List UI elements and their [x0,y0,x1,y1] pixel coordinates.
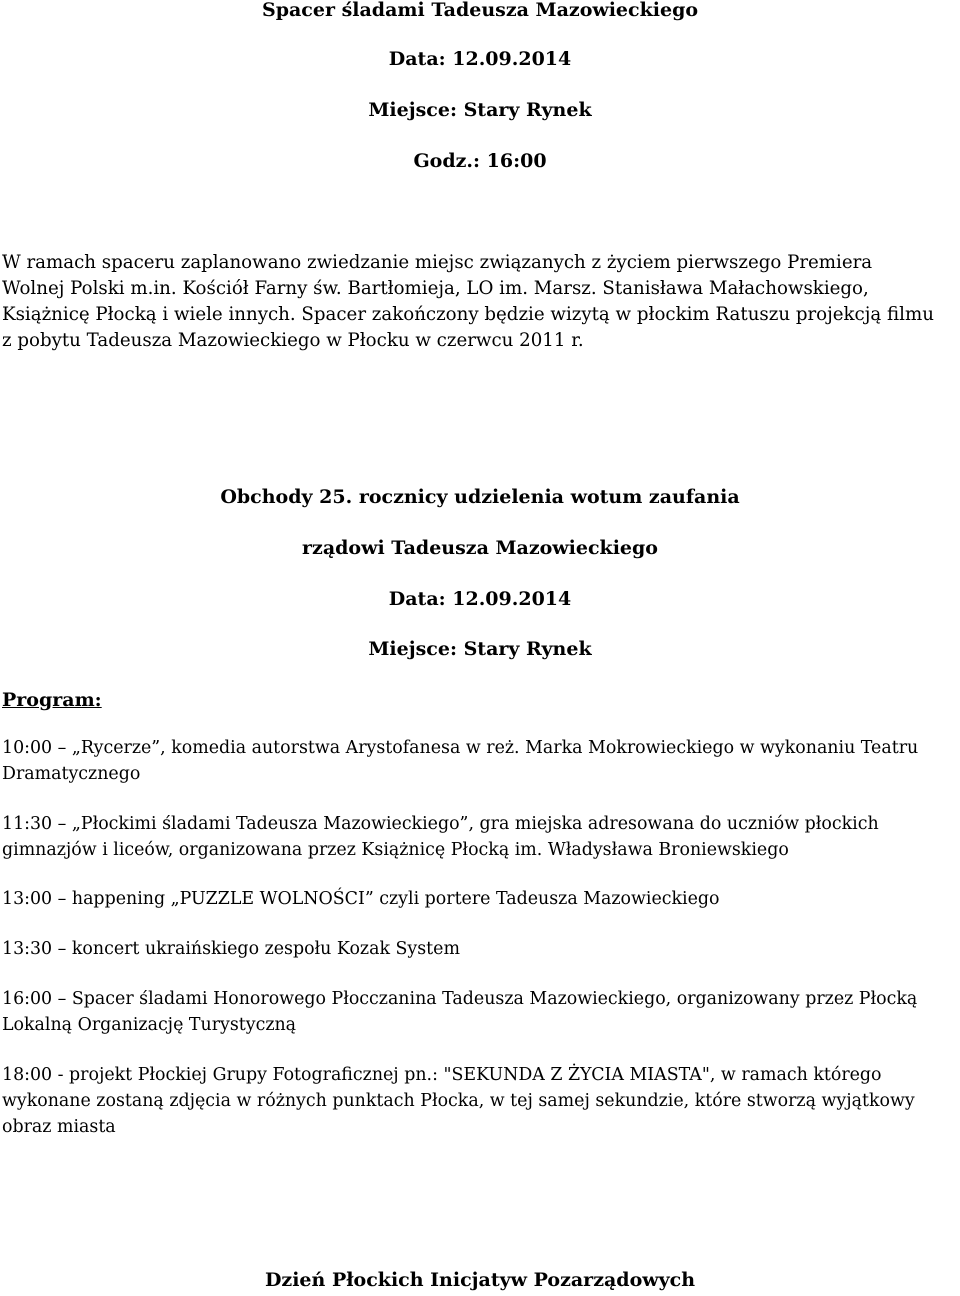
anniversary-title-line1: Obchody 25. rocznicy udzielenia wotum zaufania [220,486,740,508]
walk-description: W ramach spaceru zaplanowano zwiedzanie miejsc związanych z życiem pierwszego Premiera Wolnej Polski m.in. Kościół Farny św. Bartłomieja, LO im. Marsz. Stanisława Małachowskiego, Książnicę Płocką i wiele innych. Spacer zakończony będzie wizytą w płockim Ratuszu projekcją filmu z pobytu Tadeusza Mazowieckiego w Płocku w czerwcu 2011 r. [2,252,934,351]
program-item: 18:00 - projekt Płockiej Grupy Fotograficznej pn.: "SEKUNDA Z ŻYCIA MIASTA", w ramach którego wykonane zostaną zdjęcia w różnych punktach Płocka, w tej samej sekundzie, które stworzą wyjątkowy obraz miasta [2,1065,915,1137]
program-item: 16:00 – Spacer śladami Honorowego Płocczanina Tadeusza Mazowieckiego, organizowany przez Płocką Lokalną Organizację Turystyczną [2,989,918,1035]
program-item: 10:00 – „Rycerze”, komedia autorstwa Arystofanesa w reż. Marka Mokrowieckiego w wykonaniu Teatru Dramatycznego [2,738,919,784]
walk-title: Spacer śladami Tadeusza Mazowieckiego [261,0,699,21]
anniversary-place: Miejsce: Stary Rynek [368,638,592,660]
anniversary-title-line2: rządowi Tadeusza Mazowieckiego [302,537,658,559]
walk-date: Data: 12.09.2014 [388,48,572,70]
walk-place: Miejsce: Stary Rynek [368,99,592,121]
program-label: Program: [2,689,102,711]
program-item: 13:00 – happening „PUZZLE WOLNOŚCI” czyli portere Tadeusza Mazowieckiego [2,889,720,909]
program-item: 11:30 – „Płockimi śladami Tadeusza Mazowieckiego”, gra miejska adresowana do uczniów płockich gimnazjów i liceów, organizowana przez Książnicę Płocką im. Władysława Broniewskiego [2,814,879,860]
ngo-day-title: Dzień Płockich Inicjatyw Pozarządowych [264,1269,696,1291]
program-item: 13:30 – koncert ukraińskiego zespołu Kozak System [2,939,460,959]
walk-time: Godz.: 16:00 [413,150,547,172]
anniversary-date: Data: 12.09.2014 [388,588,572,610]
